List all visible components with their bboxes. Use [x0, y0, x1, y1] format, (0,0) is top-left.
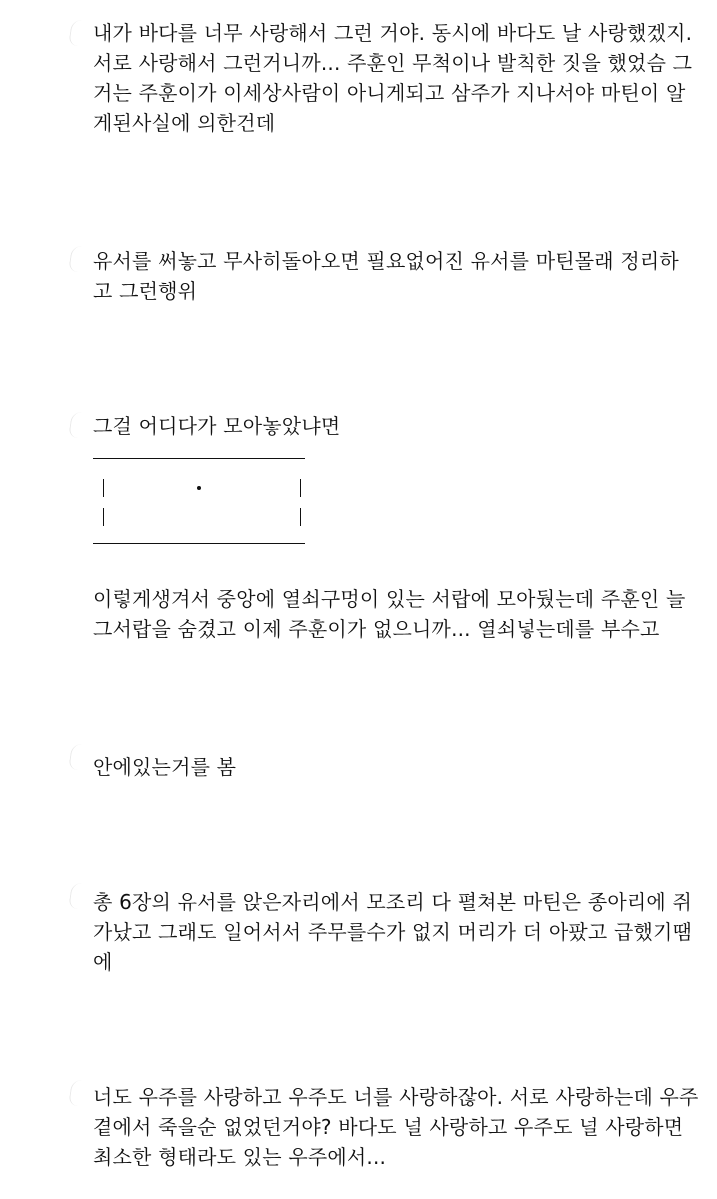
paragraph-4	[93, 584, 705, 644]
text-line: 고 그런행위	[93, 279, 198, 303]
paragraph-3	[93, 411, 705, 441]
text-line: 가났고 그래도 일어서서 주무를수가 없지 머리가 더 아팠고 급했기땜	[93, 920, 693, 944]
drawer-right-edge	[300, 508, 301, 526]
text-line: 에	[93, 950, 113, 974]
drawer-bottom-line	[93, 543, 305, 544]
text-line: 내가 바다를 너무 사랑해서 그런 거야. 동시에 바다도 날 사랑했겠지.	[93, 21, 693, 45]
text-line: 서로 사랑해서 그런거니까... 주훈인 무척이나 발칙한 짓을 했었슴 그	[93, 51, 693, 75]
keyhole-dot	[197, 486, 201, 490]
text-line: 안에있는거를 봄	[93, 755, 237, 779]
margin-mark	[68, 1080, 83, 1106]
drawer-diagram	[93, 455, 308, 550]
text-line: 곁에서 죽을순 없었던거야? 바다도 널 사랑하고 우주도 널 사랑하면	[93, 1115, 684, 1139]
margin-mark	[68, 246, 83, 272]
margin-mark	[68, 744, 83, 770]
drawer-right-edge	[300, 479, 301, 497]
drawer-left-edge	[103, 508, 104, 526]
text-line: 게된사실에 의한건데	[93, 111, 276, 135]
paragraph-7	[93, 1082, 705, 1172]
text-line: 유서를 써놓고 무사히돌아오면 필요없어진 유서를 마틴몰래 정리하	[93, 249, 679, 273]
margin-mark	[68, 412, 83, 438]
drawer-left-edge	[103, 479, 104, 497]
paragraph-5	[93, 752, 705, 782]
drawer-top-line	[93, 458, 305, 459]
paragraph-2	[93, 246, 705, 306]
text-line: 그서랍을 숨겼고 이제 주훈이가 없으니까... 열쇠넣는데를 부수고	[93, 617, 660, 641]
text-line: 그걸 어디다가 모아놓았냐면	[93, 414, 341, 438]
text-line: 너도 우주를 사랑하고 우주도 너를 사랑하잖아. 서로 사랑하는데 우주	[93, 1085, 699, 1109]
text-line: 최소한 형태라도 있는 우주에서...	[93, 1145, 387, 1169]
margin-mark	[68, 20, 83, 46]
paragraph-1	[93, 18, 705, 138]
text-line: 거는 주훈이가 이세상사람이 아니게되고 삼주가 지나서야 마틴이 알	[93, 81, 686, 105]
text-line: 이렇게생겨서 중앙에 열쇠구멍이 있는 서랍에 모아뒀는데 주훈인 늘	[93, 587, 686, 611]
paragraph-6	[93, 887, 705, 977]
margin-mark	[68, 883, 83, 909]
text-line: 총 6장의 유서를 앉은자리에서 모조리 다 펼쳐본 마틴은 종아리에 쥐	[93, 890, 692, 914]
